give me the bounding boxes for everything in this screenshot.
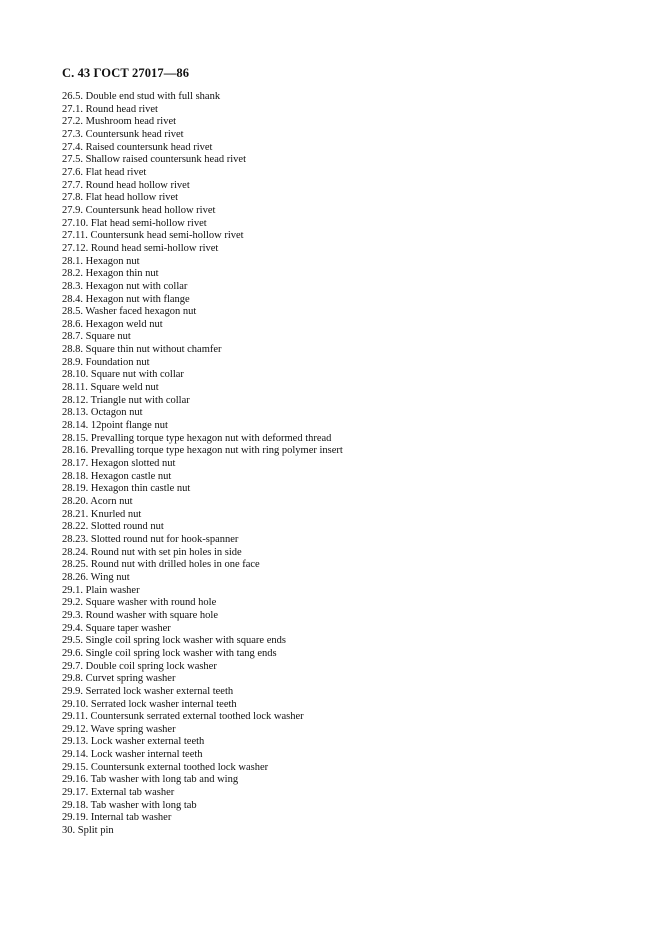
list-item: 28.23. Slotted round nut for hook-spanner (62, 533, 239, 545)
list-item: 28.1. Hexagon nut (62, 255, 140, 267)
list-item: 27.3. Countersunk head rivet (62, 128, 184, 140)
list-item: 28.14. 12point flange nut (62, 420, 168, 432)
list-item: 29.17. External tab washer (62, 787, 175, 799)
list-item: 28.9. Foundation nut (62, 356, 150, 368)
list-item: 28.8. Square thin nut without chamfer (62, 344, 222, 356)
list-item: 27.12. Round head semi-hollow rivet (62, 242, 219, 254)
list-item: 27.5. Shallow raised countersunk head rivet (62, 154, 246, 166)
page-header: С. 43 ГОСТ 27017—86 (62, 66, 190, 80)
list-item: 28.20. Acorn nut (62, 496, 133, 507)
list-item: 27.1. Round head rivet (62, 103, 158, 115)
list-item: 28.3. Hexagon nut with collar (62, 280, 188, 292)
list-item: 28.17. Hexagon slotted nut (62, 458, 176, 470)
list-item: 28.2. Hexagon thin nut (62, 268, 159, 280)
list-item: 29.1. Plain washer (62, 584, 140, 596)
list-item: 28.4. Hexagon nut with flange (62, 293, 190, 305)
term-list (62, 91, 343, 838)
list-item: 27.10. Flat head semi-hollow rivet (62, 217, 207, 229)
list-item: 29.7. Double coil spring lock washer (62, 660, 217, 672)
list-item: 28.18. Hexagon castle nut (62, 470, 172, 482)
list-item: 27.11. Countersunk head semi-hollow rivet (62, 230, 244, 242)
list-item: 28.19. Hexagon thin castle nut (62, 483, 191, 495)
list-item: 28.24. Round nut with set pin holes in side (62, 546, 242, 558)
list-item: 29.16. Tab washer with long tab and wing (62, 774, 239, 786)
list-item: 30. Split pin (62, 825, 114, 837)
list-item: 28.6. Hexagon weld nut (62, 318, 163, 330)
list-item: 28.22. Slotted round nut (62, 521, 164, 533)
list-item: 29.6. Single coil spring lock washer with tang ends (62, 647, 277, 659)
list-item: 28.11. Square weld nut (62, 382, 159, 394)
list-item: 28.26. Wing nut (62, 571, 130, 583)
list-item: 29.4. Square taper washer (62, 622, 171, 634)
list-item: 29.5. Single coil spring lock washer with square ends (62, 635, 286, 647)
list-item: 29.8. Curvet spring washer (62, 673, 176, 685)
list-item: 29.12. Wave spring washer (62, 723, 176, 735)
list-item: 27.6. Flat head rivet (62, 166, 147, 178)
list-item: 28.16. Prevalling torque type hexagon nut with ring polymer insert (62, 445, 343, 457)
list-item: 29.3. Round washer with square hole (62, 609, 219, 621)
list-item: 29.11. Countersunk serrated external toothed lock washer (62, 711, 304, 723)
list-item: 28.13. Octagon nut (62, 407, 143, 419)
list-item: 29.14. Lock washer internal teeth (62, 749, 203, 761)
list-item: 28.15. Prevalling torque type hexagon nut with deformed thread (62, 432, 332, 444)
list-item: 28.25. Round nut with drilled holes in one face (62, 559, 260, 571)
list-item: 27.4. Raised countersunk head rivet (62, 141, 213, 153)
list-item: 29.10. Serrated lock washer internal teeth (62, 698, 237, 710)
list-item: 29.19. Internal tab washer (62, 812, 172, 824)
list-item: 27.9. Countersunk head hollow rivet (62, 204, 216, 216)
list-item: 27.7. Round head hollow rivet (62, 179, 190, 191)
list-item: 29.15. Countersunk external toothed lock washer (62, 761, 269, 773)
list-item: 27.8. Flat head hollow rivet (62, 192, 179, 204)
list-item: 29.13. Lock washer external teeth (62, 736, 205, 748)
list-item: 28.10. Square nut with collar (62, 369, 184, 381)
list-item: 27.2. Mushroom head rivet (62, 116, 177, 128)
list-item: 28.7. Square nut (62, 331, 131, 343)
list-item: 28.5. Washer faced hexagon nut (62, 306, 197, 318)
list-item: 29.18. Tab washer with long tab (62, 799, 197, 811)
list-item: 28.21. Knurled nut (62, 508, 142, 520)
list-item: 29.9. Serrated lock washer external teeth (62, 685, 234, 697)
list-item: 28.12. Triangle nut with collar (62, 394, 190, 406)
list-item: 26.5. Double end stud with full shank (62, 91, 221, 102)
list-item: 29.2. Square washer with round hole (62, 597, 217, 609)
